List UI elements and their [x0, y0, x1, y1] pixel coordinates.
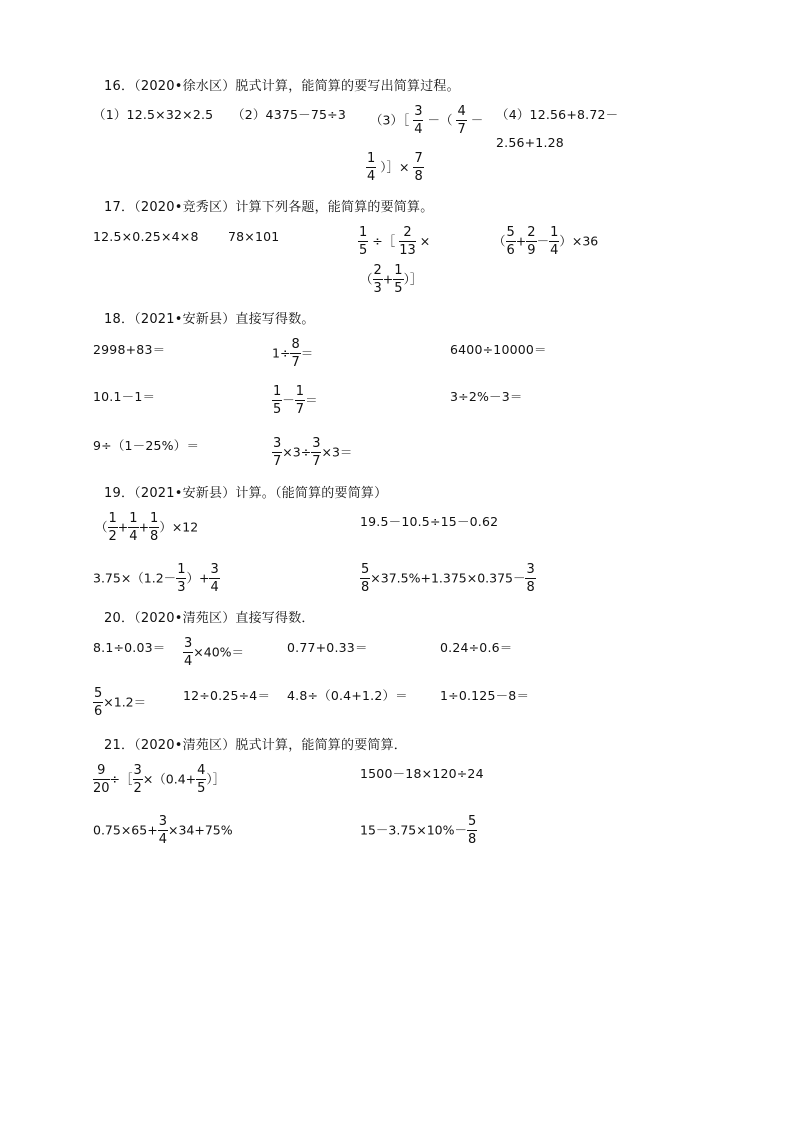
q16-expr-3-line2	[366, 152, 424, 183]
operator: 1÷	[272, 345, 291, 361]
fraction: $\frac{3}{2}$	[133, 763, 142, 796]
q18-c2	[272, 437, 352, 468]
operator: （	[95, 519, 108, 535]
q19-expr-2: 19.5－10.5÷15－0.62	[360, 514, 499, 529]
operator: ×3＝	[321, 444, 353, 460]
fraction: $\frac{2}{9}$	[527, 225, 536, 258]
fraction: $\frac{8}{7}$	[291, 337, 300, 370]
operator: ）］×	[380, 159, 410, 175]
operator: ）×12	[159, 519, 199, 535]
operator: －	[470, 112, 484, 128]
operator: ×34+75%	[167, 822, 233, 838]
q16-expr-3-start: （3）［	[370, 112, 410, 128]
q19-expr-1	[95, 512, 198, 543]
operator: ÷［	[372, 233, 396, 249]
q16-expr-3-line1	[370, 105, 483, 136]
operator: ）×36	[559, 233, 599, 249]
operator: ×40%＝	[193, 644, 245, 660]
q21-expr-2: 1500－18×120÷24	[360, 766, 484, 781]
operator: +	[117, 519, 129, 535]
q20-b3: 4.8÷（0.4+1.2）＝	[287, 688, 408, 703]
fraction: $\frac{5}{6}$	[506, 225, 515, 258]
fraction: $\frac{3}{8}$	[526, 562, 535, 595]
operator: ×3÷	[282, 444, 312, 460]
q20-b1	[93, 687, 146, 718]
fraction: $\frac{3}{4}$	[158, 814, 167, 847]
q18-b2	[272, 385, 318, 416]
fraction: $\frac{3}{4}$	[414, 104, 423, 137]
fraction: $\frac{3}{7}$	[312, 436, 321, 469]
operator: ）+	[186, 570, 210, 586]
q18-a3: 6400÷10000＝	[450, 342, 547, 357]
q20-b4: 1÷0.125－8＝	[440, 688, 530, 703]
fraction: $\frac{3}{4}$	[210, 562, 219, 595]
q21-title: 21．（2020•清苑区）脱式计算，能简算的要简算．	[104, 738, 407, 753]
fraction: $\frac{4}{7}$	[457, 104, 466, 137]
q16-expr-4-line2: 2.56+1.28	[496, 135, 564, 150]
fraction: $\frac{1}{5}$	[359, 225, 368, 258]
operator: 0.75×65+	[93, 822, 158, 838]
fraction: $\frac{7}{8}$	[414, 151, 423, 184]
fraction: $\frac{1}{4}$	[550, 225, 559, 258]
q18-b3: 3÷2%－3＝	[450, 389, 523, 404]
operator: ×（0.4+	[142, 771, 197, 787]
fraction: $\frac{5}{8}$	[361, 562, 370, 595]
q17-expr-3-line2	[360, 264, 422, 295]
operator: ×	[419, 233, 431, 249]
fraction: $\frac{1}{8}$	[150, 511, 159, 544]
q21-expr-3	[93, 815, 233, 846]
fraction: $\frac{1}{5}$	[394, 263, 403, 296]
q19-expr-3	[93, 563, 220, 594]
q16-expr-1: （1）12.5×32×2.5	[93, 107, 214, 122]
q21-expr-4	[360, 815, 477, 846]
fraction: $\frac{1}{3}$	[177, 562, 186, 595]
fraction: $\frac{2}{3}$	[373, 263, 382, 296]
q16-expr-4-line1: （4）12.56+8.72－	[496, 107, 619, 122]
operator: ）］	[403, 271, 423, 287]
operator: －（	[427, 112, 453, 128]
q18-a1: 2998+83＝	[93, 342, 166, 357]
q17-expr-3-line1	[358, 226, 430, 257]
fraction: $\frac{4}{5}$	[197, 763, 206, 796]
operator: ÷［	[109, 771, 133, 787]
fraction: $\frac{1}{2}$	[108, 511, 117, 544]
q20-a3: 0.77+0.33＝	[287, 640, 368, 655]
operator: －	[282, 392, 295, 408]
operator: 3.75×（1.2－	[93, 570, 177, 586]
operator: 15－3.75×10%－	[360, 822, 467, 838]
fraction: $\frac{1}{5}$	[273, 384, 282, 417]
q16-expr-2: （2）4375－75÷3	[232, 107, 346, 122]
fraction: $\frac{3}{4}$	[184, 636, 193, 669]
q18-title: 18．（2021•安新县）直接写得数。	[104, 312, 315, 327]
q20-title: 20．（2020•清苑区）直接写得数．	[104, 611, 315, 626]
q18-b1: 10.1－1＝	[93, 389, 156, 404]
q17-expr-1: 12.5×0.25×4×8	[93, 229, 199, 244]
operator: ×1.2＝	[103, 694, 147, 710]
q17-expr-2: 78×101	[228, 229, 280, 244]
q18-a2	[272, 338, 313, 369]
operator: （	[493, 233, 506, 249]
q20-a4: 0.24÷0.6＝	[440, 640, 513, 655]
fraction: $\frac{5}{8}$	[468, 814, 477, 847]
operator: ＝	[300, 345, 314, 361]
operator: ）］	[206, 771, 226, 787]
fraction: $\frac{1}{4}$	[129, 511, 138, 544]
q19-title: 19．（2021•安新县）计算。（能简算的要简算）	[104, 486, 388, 501]
operator: +	[138, 519, 150, 535]
operator: （	[360, 271, 373, 287]
fraction: $\frac{1}{7}$	[295, 384, 305, 417]
q21-expr-1	[93, 764, 225, 795]
operator: －	[536, 233, 550, 249]
operator: ×37.5%+1.375×0.375－	[370, 570, 526, 586]
q18-c1: 9÷（1－25%）＝	[93, 438, 200, 453]
operator: +	[515, 233, 527, 249]
q19-expr-4	[360, 563, 536, 594]
q20-b2: 12÷0.25÷4＝	[183, 688, 271, 703]
operator: ＝	[305, 392, 318, 408]
q17-expr-4	[493, 226, 598, 257]
operator: +	[382, 271, 394, 287]
fraction: $\frac{1}{4}$	[367, 151, 376, 184]
fraction: $\frac{2}{13}$	[399, 225, 416, 258]
q20-a1: 8.1÷0.03＝	[93, 640, 166, 655]
fraction: $\frac{3}{7}$	[273, 436, 282, 469]
q17-title: 17．（2020•竞秀区）计算下列各题，能简算的要简算。	[104, 200, 434, 215]
q16-title: 16．（2020•徐水区）脱式计算，能简算的要写出简算过程。	[104, 79, 460, 94]
q20-a2	[183, 637, 244, 668]
fraction: $\frac{5}{6}$	[94, 686, 103, 719]
fraction: $\frac{9}{20}$	[93, 763, 110, 796]
